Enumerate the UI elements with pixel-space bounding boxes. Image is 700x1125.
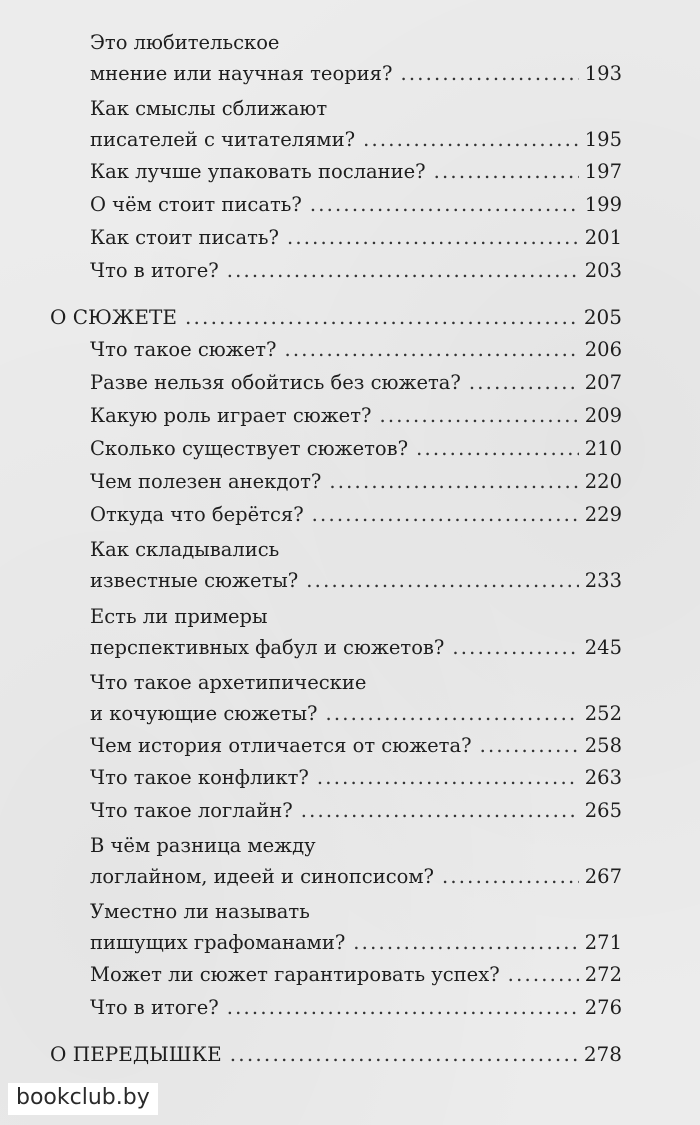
dot-leader bbox=[508, 962, 579, 988]
toc-page-number: 206 bbox=[584, 338, 622, 361]
toc-entry bbox=[90, 995, 622, 1021]
toc-entry-title: Чем история отличается от сюжета? bbox=[90, 734, 472, 757]
toc-entry bbox=[90, 930, 622, 956]
toc-entry-title: писателей с читателями? bbox=[90, 128, 356, 151]
toc-page-number: 199 bbox=[584, 193, 622, 216]
toc-entry-title: Это любительское bbox=[90, 31, 280, 54]
toc-page-number: 207 bbox=[584, 371, 622, 394]
toc-entry bbox=[90, 192, 622, 218]
dot-leader bbox=[480, 733, 579, 759]
toc-entry bbox=[90, 258, 622, 284]
dot-leader bbox=[227, 995, 579, 1021]
toc-entry bbox=[90, 537, 622, 563]
toc-entry-title: В чём разница между bbox=[90, 834, 316, 857]
dot-leader bbox=[325, 701, 578, 727]
toc-page-number: 197 bbox=[584, 160, 622, 183]
toc-entry bbox=[90, 403, 622, 429]
toc-page-number: 195 bbox=[584, 128, 622, 151]
toc-entry-title: Уместно ли называть bbox=[90, 900, 310, 923]
toc-page-number: 210 bbox=[584, 437, 622, 460]
toc-page-number: 252 bbox=[584, 702, 622, 725]
dot-leader bbox=[329, 469, 578, 495]
toc-entry-title: перспективных фабул и сюжетов? bbox=[90, 636, 445, 659]
toc-entry bbox=[90, 337, 622, 363]
toc-entry bbox=[90, 864, 622, 890]
dot-leader bbox=[469, 370, 579, 396]
toc-entry-title: Что такое конфликт? bbox=[90, 766, 309, 789]
toc-section-title: О СЮЖЕТЕ bbox=[50, 305, 177, 329]
toc-entry-title: Что такое логлайн? bbox=[90, 799, 293, 822]
toc-page-number: 209 bbox=[584, 404, 622, 427]
toc-section-entry bbox=[50, 1041, 622, 1067]
toc-entry-title: логлайном, идеей и синопсисом? bbox=[90, 865, 434, 888]
toc-entry bbox=[90, 833, 622, 859]
toc-page-number: 229 bbox=[584, 503, 622, 526]
toc-entry-title: Как лучше упаковать послание? bbox=[90, 160, 426, 183]
toc-entry-title: Что такое архетипические bbox=[90, 671, 367, 694]
toc-entry-title: О чём стоит писать? bbox=[90, 193, 302, 216]
dot-leader bbox=[185, 304, 578, 330]
toc-entry-title: Как смыслы сближают bbox=[90, 97, 328, 120]
dot-leader bbox=[301, 798, 579, 824]
toc-entry-title: Есть ли примеры bbox=[90, 605, 268, 628]
toc-entry-title: мнение или научная теория? bbox=[90, 62, 393, 85]
toc-entry bbox=[90, 798, 622, 824]
watermark-label: bookclub.by bbox=[8, 1083, 158, 1115]
dot-leader bbox=[230, 1041, 578, 1067]
toc-page-number: 201 bbox=[584, 226, 622, 249]
toc-page-number: 276 bbox=[584, 996, 622, 1019]
toc-page-number: 263 bbox=[584, 766, 622, 789]
toc-entry-title: известные сюжеты? bbox=[90, 569, 299, 592]
toc-entry bbox=[90, 61, 622, 87]
dot-leader bbox=[227, 258, 579, 284]
toc-entry bbox=[90, 370, 622, 396]
toc-entry bbox=[90, 469, 622, 495]
toc-entry-title: Сколько существует сюжетов? bbox=[90, 437, 409, 460]
toc-entry-title: Как стоит писать? bbox=[90, 226, 279, 249]
toc-entry bbox=[90, 30, 622, 56]
toc-section-entry bbox=[50, 304, 622, 330]
dot-leader bbox=[287, 225, 579, 251]
dot-leader bbox=[442, 864, 579, 890]
dot-leader bbox=[416, 436, 579, 462]
toc-entry bbox=[90, 962, 622, 988]
dot-leader bbox=[434, 159, 579, 185]
dot-leader bbox=[353, 930, 578, 956]
toc-entry bbox=[90, 568, 622, 594]
toc-entry-title: Разве нельзя обойтись без сюжета? bbox=[90, 371, 461, 394]
toc-entry-title: и кочующие сюжеты? bbox=[90, 702, 318, 725]
toc-page-number: 258 bbox=[584, 734, 622, 757]
toc-entry bbox=[90, 701, 622, 727]
toc-entry bbox=[90, 604, 622, 630]
toc-page-number: 267 bbox=[584, 865, 622, 888]
toc-entry-title: Может ли сюжет гарантировать успех? bbox=[90, 963, 500, 986]
dot-leader bbox=[306, 568, 579, 594]
toc-page-number: 203 bbox=[584, 259, 622, 282]
toc-entry bbox=[90, 899, 622, 925]
toc-page-number: 205 bbox=[583, 305, 622, 329]
toc-page-number: 265 bbox=[584, 799, 622, 822]
dot-leader bbox=[285, 337, 579, 363]
toc-entry-title: Как складывались bbox=[90, 538, 280, 561]
toc-entry bbox=[90, 127, 622, 153]
toc-entry bbox=[90, 225, 622, 251]
toc-page-number: 272 bbox=[584, 963, 622, 986]
toc-entry-title: Какую роль играет сюжет? bbox=[90, 404, 372, 427]
dot-leader bbox=[317, 765, 579, 791]
dot-leader bbox=[379, 403, 578, 429]
toc-entry-title: Что такое сюжет? bbox=[90, 338, 277, 361]
toc-entry-title: Чем полезен анекдот? bbox=[90, 470, 322, 493]
toc-page-number: 233 bbox=[584, 569, 622, 592]
toc-entry bbox=[90, 96, 622, 122]
dot-leader bbox=[400, 61, 578, 87]
dot-leader bbox=[312, 502, 579, 528]
toc-entry bbox=[90, 502, 622, 528]
toc-entry bbox=[90, 670, 622, 696]
dot-leader bbox=[363, 127, 579, 153]
toc-entry-title: Что в итоге? bbox=[90, 996, 219, 1019]
toc-page-number: 193 bbox=[584, 62, 622, 85]
toc-entry bbox=[90, 436, 622, 462]
dot-leader bbox=[452, 635, 578, 661]
dot-leader bbox=[310, 192, 579, 218]
toc-entry bbox=[90, 765, 622, 791]
toc-entry bbox=[90, 159, 622, 185]
toc-entry-title: Что в итоге? bbox=[90, 259, 219, 282]
toc-entry bbox=[90, 635, 622, 661]
toc-page-number: 271 bbox=[584, 931, 622, 954]
toc-page-number: 220 bbox=[584, 470, 622, 493]
toc-entry bbox=[90, 733, 622, 759]
toc-entry-title: пишущих графоманами? bbox=[90, 931, 346, 954]
toc-page-number: 245 bbox=[584, 636, 622, 659]
toc-entry-title: Откуда что берётся? bbox=[90, 503, 304, 526]
toc-page-number: 278 bbox=[583, 1042, 622, 1066]
toc-section-title: О ПЕРЕДЫШКЕ bbox=[50, 1042, 222, 1066]
